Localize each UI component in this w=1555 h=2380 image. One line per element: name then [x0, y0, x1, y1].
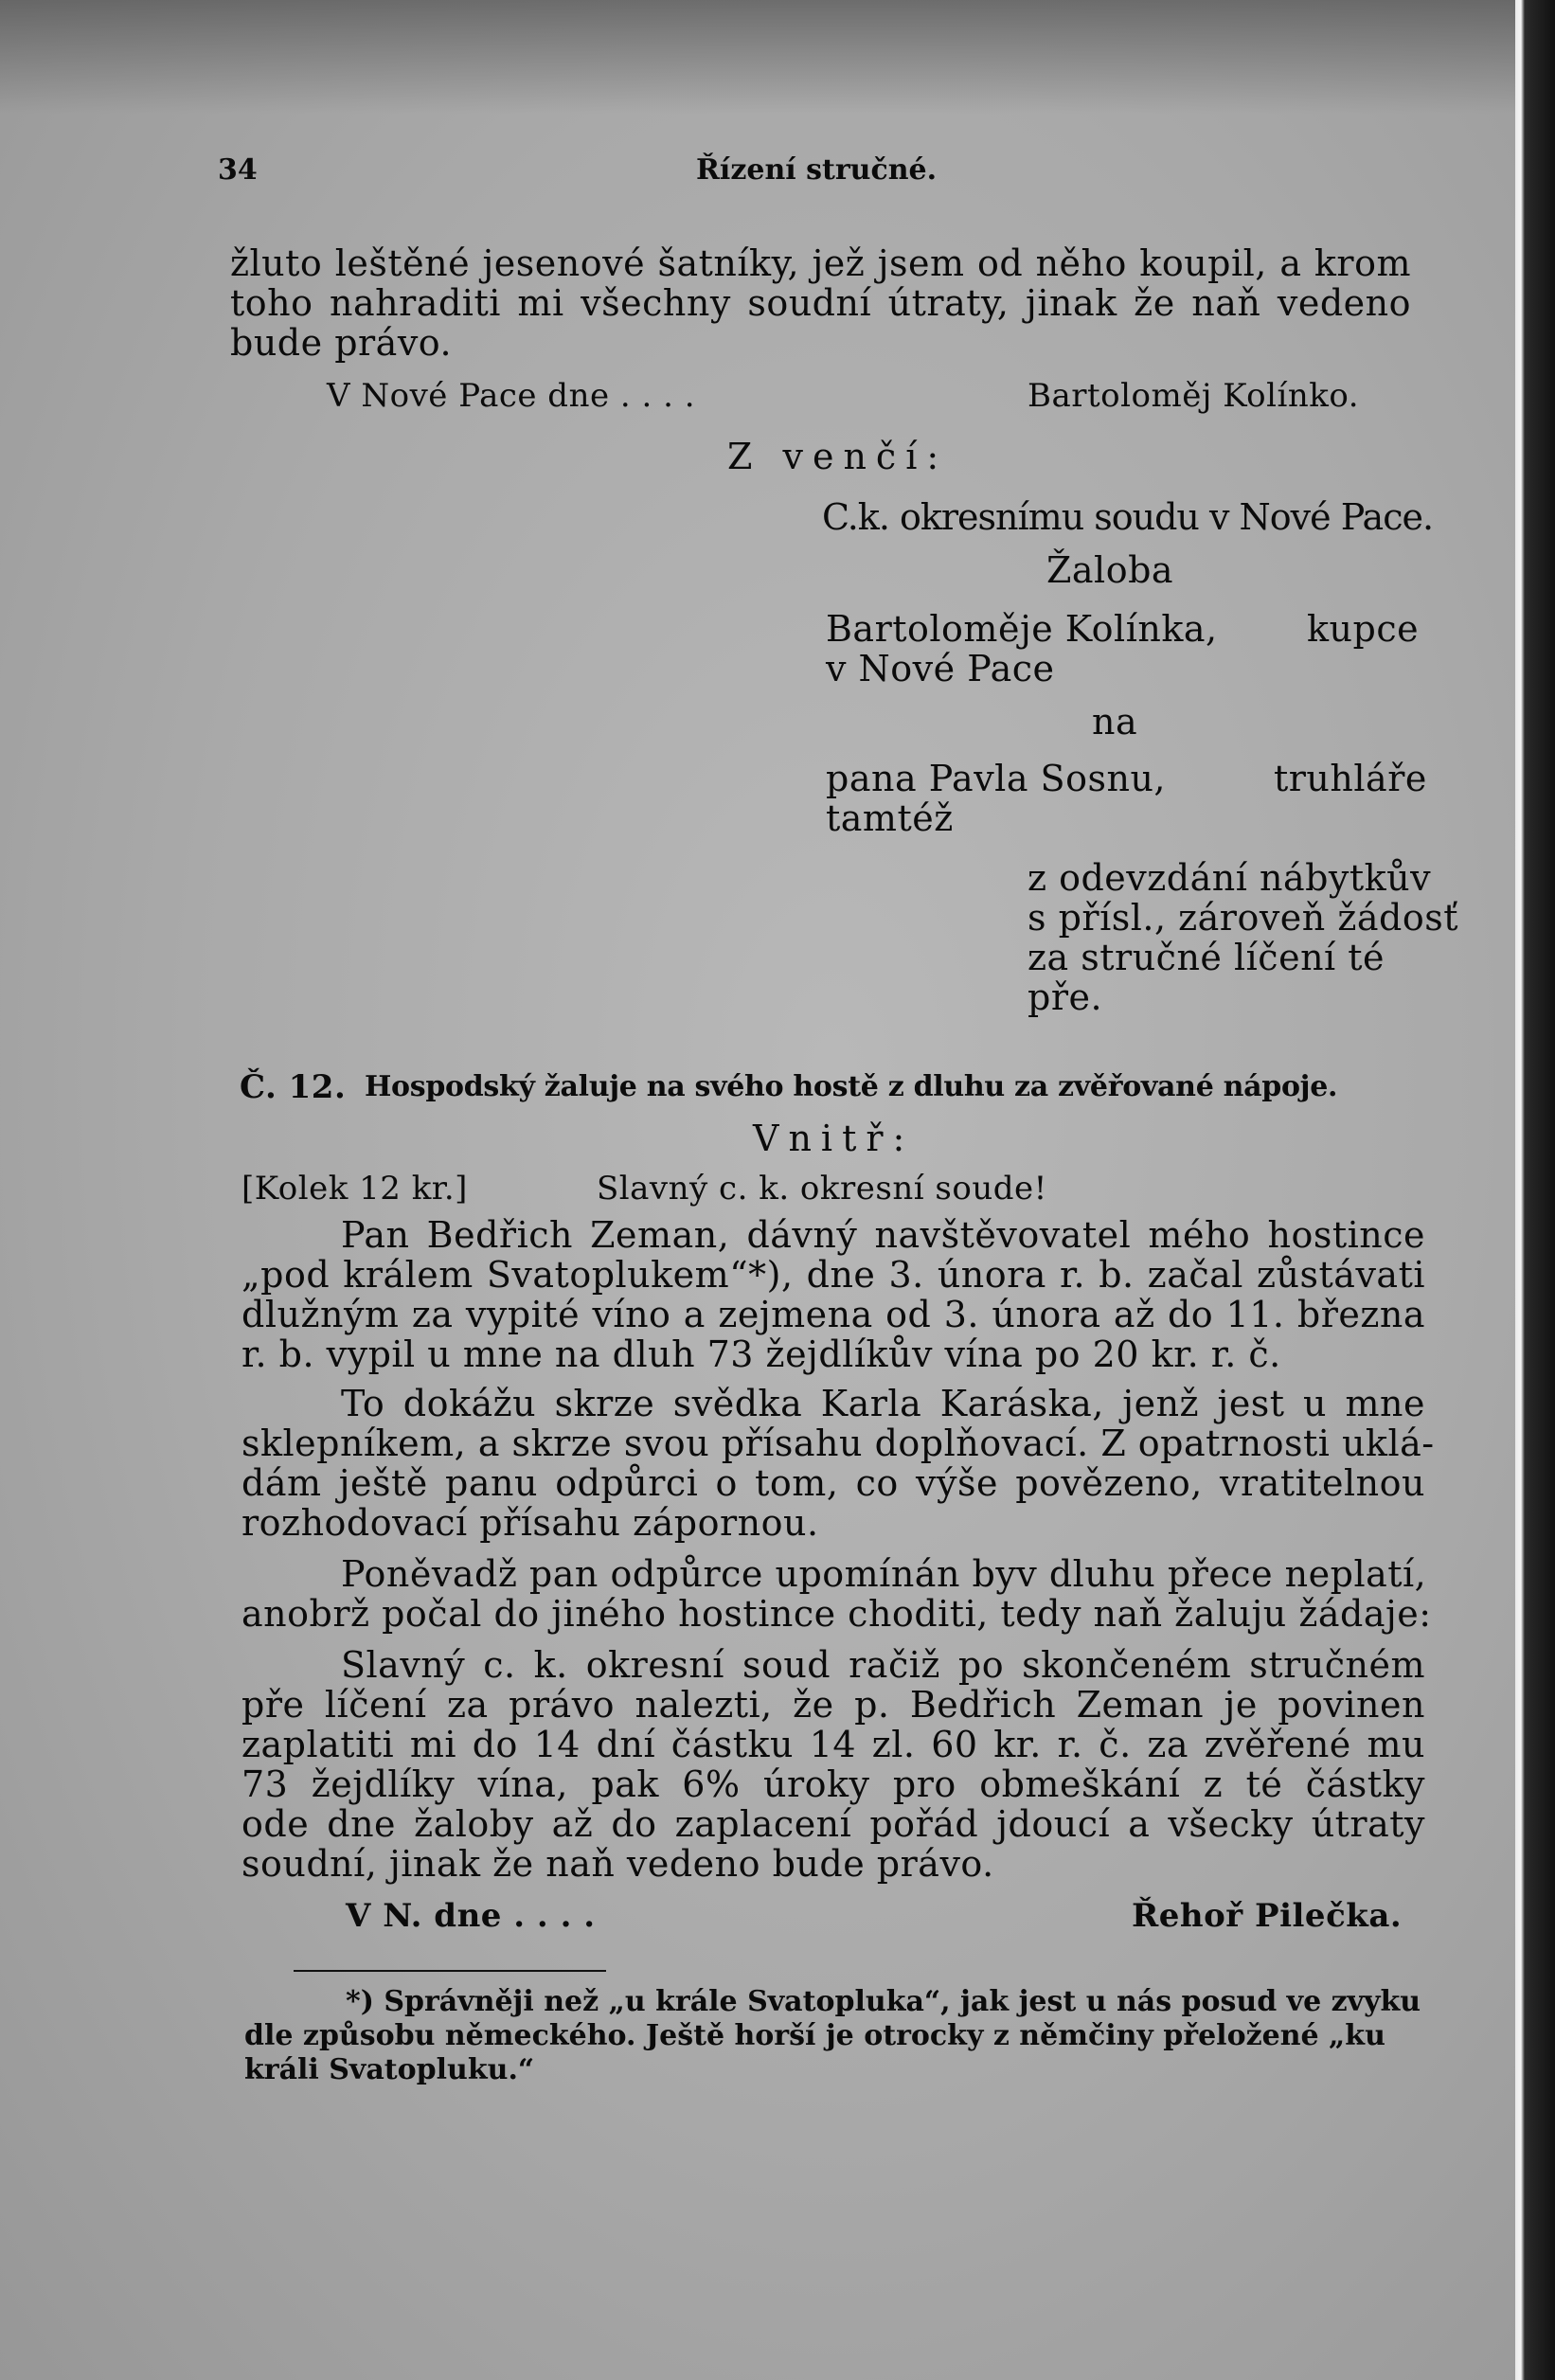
text-line: ode dne žaloby až do zaplacení pořád jdoucí a všecky útraty — [241, 1803, 1425, 1845]
footnote-line: *) Správněji než „u krále Svatopluka“, jak jest u nás posud ve zvyku — [346, 1985, 1421, 2018]
footnote-rule — [294, 1970, 606, 1972]
plaintiff: Bartoloměje Kolínka, — [826, 608, 1218, 650]
text-line: bude právo. — [230, 322, 453, 364]
defendant: pana Pavla Sosnu, — [826, 758, 1166, 799]
case-title: Hospodský žaluje na svého hostě z dluhu za zvěřované nápoje. — [365, 1070, 1338, 1103]
signature: Bartoloměj Kolínko. — [1028, 377, 1360, 415]
document-title: Žaloba — [1046, 549, 1174, 591]
stamp-note: [Kolek 12 kr.] — [241, 1170, 468, 1208]
page-shadow — [0, 0, 1515, 114]
text-line: rozhodovací přísahu zápornou. — [241, 1502, 819, 1544]
connector: na — [1092, 701, 1138, 743]
case-number: Č. 12. — [240, 1068, 347, 1106]
section-heading: Vnitř: — [753, 1118, 915, 1159]
text-line: sklepníkem, a skrze svou přísahu doplňovací. Z opatrnosti uklá- — [241, 1423, 1435, 1464]
text-line: zaplatiti mi do 14 dní částku 14 zl. 60 kr. r. č. za zvěřené mu — [241, 1724, 1425, 1765]
subject-line: z odevzdání nábytkův — [1028, 857, 1432, 899]
plaintiff-place: v Nové Pace — [826, 648, 1055, 689]
text-line: Pan Bedřich Zeman, dávný navštěvovatel mého hostince — [341, 1214, 1425, 1256]
section-heading: Z venčí: — [727, 436, 949, 477]
text-line: pře líčení za právo nalezti, že p. Bedřich Zeman je povinen — [241, 1684, 1425, 1726]
page-edge — [1515, 0, 1555, 2380]
subject-line: s přísl., zároveň žádosť — [1028, 897, 1458, 939]
page-number: 34 — [218, 153, 258, 187]
text-line: toho nahraditi mi všechny soudní útraty, jinak že naň vedeno — [230, 282, 1411, 324]
text-line: 73 žejdlíky vína, pak 6% úroky pro obmeškání z té částky — [241, 1763, 1425, 1805]
text-line: To dokážu skrze svědka Karla Karáska, jenž jest u mne — [341, 1383, 1425, 1424]
plaintiff-trade: kupce — [1307, 608, 1420, 650]
footnote-line: dle způsobu německého. Ještě horší je otrocky z němčiny přeložené „ku — [244, 2019, 1385, 2052]
defendant-trade: truhláře — [1274, 758, 1427, 799]
footnote-line: králi Svatopluku.“ — [244, 2053, 535, 2086]
text-line: „pod králem Svatoplukem“*), dne 3. února r. b. začal zůstávati — [241, 1254, 1425, 1296]
text-line: dám ještě panu odpůrci o tom, co výše povězeno, vratitelnou — [241, 1462, 1425, 1504]
salutation: Slavný c. k. okresní soude! — [597, 1170, 1047, 1208]
subject-line: pře. — [1028, 976, 1103, 1018]
text-line: dlužným za vypité víno a zejmena od 3. února až do 11. března — [241, 1294, 1425, 1335]
text-line: žluto leštěné jesenové šatníky, jež jsem od něho koupil, a krom — [230, 242, 1411, 284]
text-line: Poněvadž pan odpůrce upomínán byv dluhu přece neplatí, — [341, 1553, 1427, 1595]
text-line: soudní, jinak že naň vedeno bude právo. — [241, 1843, 994, 1885]
text-line: r. b. vypil u mne na dluh 73 žejdlíkův vína po 20 kr. r. č. — [241, 1333, 1281, 1375]
subject-line: za stručné líčení té — [1028, 937, 1385, 978]
signature: Řehoř Pilečka. — [1132, 1897, 1403, 1935]
defendant-place: tamtéž — [826, 797, 954, 839]
text-line: anobrž počal do jiného hostince choditi, tedy naň žaluju žádaje: — [241, 1593, 1432, 1635]
running-title: Řízení stručné. — [696, 153, 938, 187]
place-date: V Nové Pace dne . . . . — [327, 377, 696, 415]
place-date: V N. dne . . . . — [346, 1897, 596, 1935]
court-address: C.k. okresnímu soudu v Nové Pace. — [822, 496, 1434, 538]
text-line: Slavný c. k. okresní soud račiž po skončeném stručném — [341, 1644, 1425, 1686]
